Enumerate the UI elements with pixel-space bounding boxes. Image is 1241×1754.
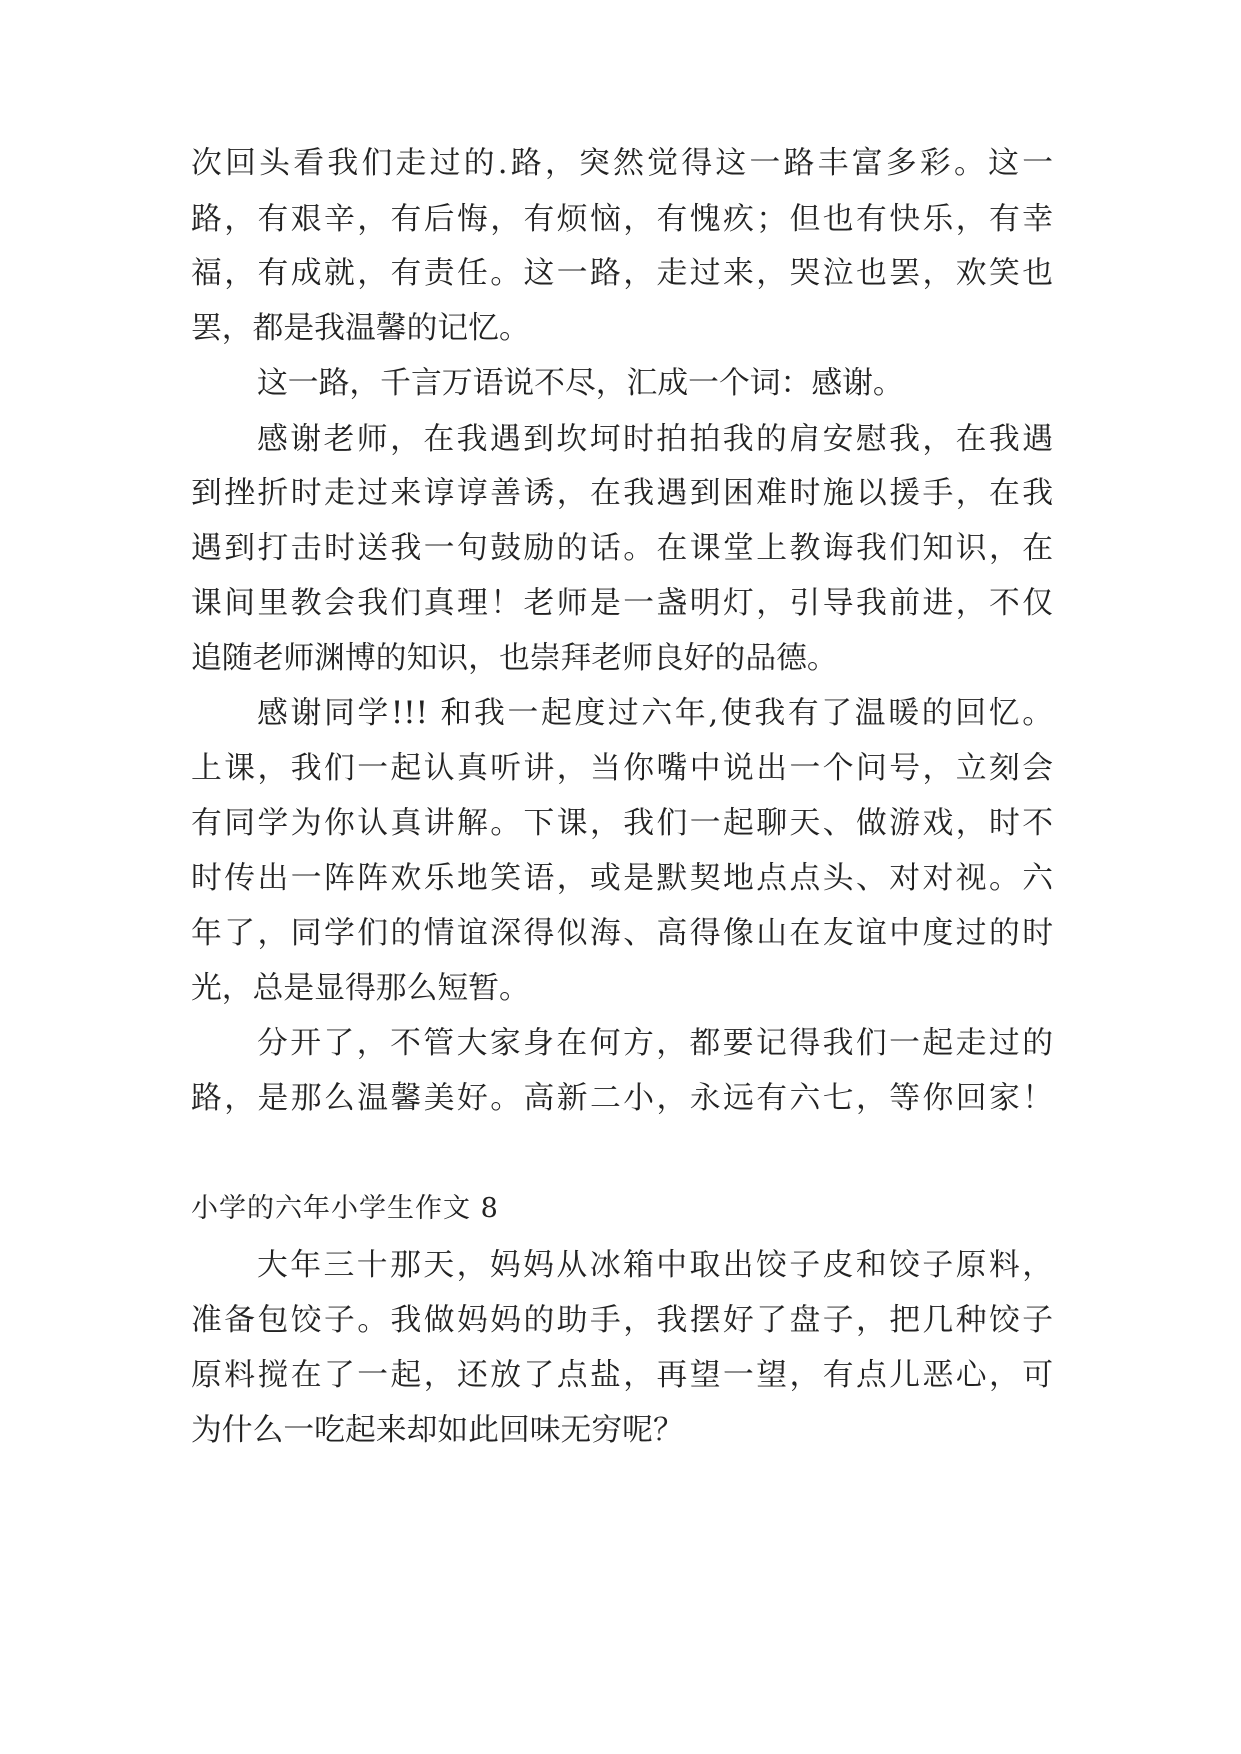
paragraph-line: 为什么一吃起来却如此回味无穷呢？ xyxy=(191,1412,684,1448)
paragraph-line: 这一路，千言万语说不尽，汇成一个词：感谢。 xyxy=(257,365,904,401)
paragraph-line: 路，是那么温馨美好。高新二小，永远有六七，等你回家！ xyxy=(191,1080,1053,1116)
paragraph-line: 感谢老师，在我遇到坎坷时拍拍我的肩安慰我，在我遇 xyxy=(257,421,1053,457)
paragraph-line: 追随老师渊博的知识，也崇拜老师良好的品德。 xyxy=(191,640,838,676)
paragraph-line: 准备包饺子。我做妈妈的助手，我摆好了盘子，把几种饺子 xyxy=(191,1302,1053,1338)
paragraph-line: 课间里教会我们真理！老师是一盏明灯，引导我前进，不仅 xyxy=(191,585,1053,621)
paragraph-line: 年了，同学们的情谊深得似海、高得像山在友谊中度过的时 xyxy=(191,915,1053,951)
paragraph-line: 罢，都是我温馨的记忆。 xyxy=(191,310,530,346)
section-title: 小学的六年小学生作文 8 xyxy=(191,1193,499,1224)
paragraph-line: 遇到打击时送我一句鼓励的话。在课堂上教诲我们知识，在 xyxy=(191,530,1053,566)
paragraph-line: 原料搅在了一起，还放了点盐，再望一望，有点儿恶心，可 xyxy=(191,1357,1053,1393)
paragraph-line: 次回头看我们走过的.路，突然觉得这一路丰富多彩。这一 xyxy=(191,145,1053,181)
paragraph-line: 感谢同学!!! 和我一起度过六年,使我有了温暖的回忆。 xyxy=(257,695,1053,731)
paragraph-line: 分开了，不管大家身在何方，都要记得我们一起走过的 xyxy=(257,1025,1053,1061)
paragraph-line: 光，总是显得那么短暂。 xyxy=(191,970,530,1006)
paragraph-line: 时传出一阵阵欢乐地笑语，或是默契地点点头、对对视。六 xyxy=(191,860,1053,896)
paragraph-line: 到挫折时走过来谆谆善诱，在我遇到困难时施以援手，在我 xyxy=(191,475,1053,511)
paragraph-line: 福，有成就，有责任。这一路，走过来，哭泣也罢，欢笑也 xyxy=(191,255,1053,291)
paragraph-line: 上课，我们一起认真听讲，当你嘴中说出一个问号，立刻会 xyxy=(191,750,1053,786)
paragraph-line: 大年三十那天，妈妈从冰箱中取出饺子皮和饺子原料， xyxy=(257,1247,1053,1283)
paragraph-line: 有同学为你认真讲解。下课，我们一起聊天、做游戏，时不 xyxy=(191,805,1053,841)
paragraph-line: 路，有艰辛，有后悔，有烦恼，有愧疚；但也有快乐，有幸 xyxy=(191,201,1053,237)
